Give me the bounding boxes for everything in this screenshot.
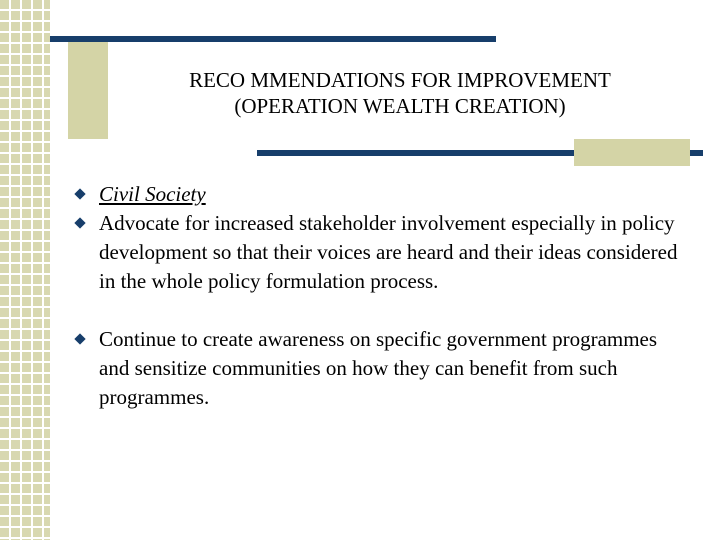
decorative-stripe-band [0, 0, 50, 540]
top-rule [50, 36, 496, 42]
bullet-heading: Civil Society [99, 182, 206, 206]
bullet-item-advocate [72, 209, 692, 296]
bullet-list [72, 180, 692, 412]
diamond-bullet-icon [74, 333, 85, 344]
bullet-text: Continue to create awareness on specific government programmes and sensitize communities on how they can benefit from such programmes. [99, 327, 658, 409]
bullet-item-civil-society [72, 180, 692, 209]
title-line-1: RECO MMENDATIONS FOR IMPROVEMENT [189, 68, 611, 92]
title-line-2: (OPERATION WEALTH CREATION) [234, 94, 566, 118]
diamond-bullet-icon [74, 188, 85, 199]
bullet-text: Advocate for increased stakeholder involvement especially in policy development so that their voices are heard and their ideas considered in the whole policy formulation process. [99, 211, 678, 293]
diamond-bullet-icon [74, 217, 85, 228]
bullet-spacer [72, 296, 692, 325]
rule-accent-block [574, 139, 690, 166]
slide-title [120, 67, 680, 119]
bullet-item-awareness [72, 325, 692, 412]
title-accent-block [68, 42, 108, 139]
